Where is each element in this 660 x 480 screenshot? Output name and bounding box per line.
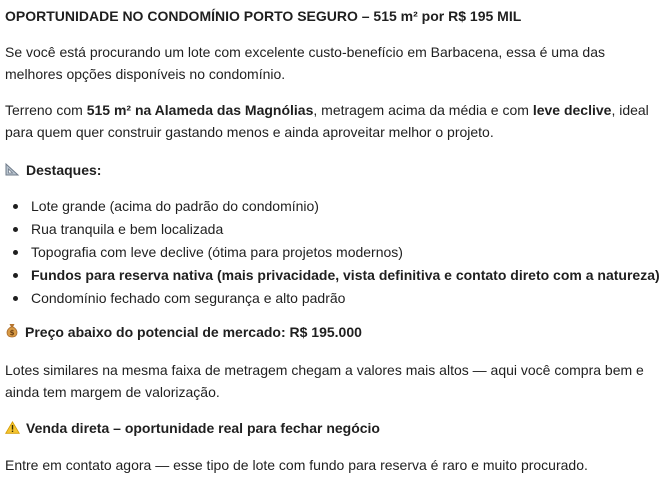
terreno-paragraph-line-2: para quem quer construir gastando menos e ainda aproveitar melhor o projeto. <box>5 124 494 140</box>
venda-heading: Venda direta – oportunidade real para fechar negócio <box>26 420 380 436</box>
preco-line-2: ainda tem margem de valorização. <box>5 384 220 400</box>
money-bag-icon <box>5 323 19 343</box>
intro-line-1: Se você está procurando um lote com excelente custo-benefício em Barbacena, essa é uma das <box>5 44 606 60</box>
intro-line-2: melhores opções disponíveis no condomínio. <box>5 66 286 82</box>
preco-line-1: Lotes similares na mesma faixa de metragem chegam a valores mais altos — aqui você compra bem e <box>5 362 644 378</box>
page-title: OPORTUNIDADE NO CONDOMÍNIO PORTO SEGURO – 515 m² por R$ 195 MIL <box>5 8 522 24</box>
terreno-prefix: Terreno com <box>5 102 87 118</box>
bullet-marker <box>13 204 18 209</box>
list-item: Rua tranquila e bem localizada <box>31 221 224 237</box>
list-item: Fundos para reserva nativa (mais privacidade, vista definitiva e contato direto com a natureza) <box>31 267 660 283</box>
venda-line-1: Entre em contato agora — esse tipo de lote com fundo para reserva é raro e muito procurado. <box>5 457 588 473</box>
terreno-suffix: , ideal <box>611 102 649 118</box>
bullet-marker <box>13 250 18 255</box>
list-item: Condomínio fechado com segurança e alto padrão <box>31 290 346 306</box>
destaques-heading: Destaques: <box>26 162 102 178</box>
bullet-marker <box>13 227 18 232</box>
bullet-marker <box>13 273 18 278</box>
terreno-slope-highlight: leve declive <box>532 102 612 118</box>
terreno-area-highlight: 515 m² na Alameda das Magnólias <box>86 102 314 118</box>
warning-icon <box>5 419 20 439</box>
list-item: Lote grande (acima do padrão do condomínio) <box>31 198 319 214</box>
bullet-marker <box>13 296 18 301</box>
preco-heading: Preço abaixo do potencial de mercado: R$ 195.000 <box>25 324 362 340</box>
destaques-heading-row <box>5 160 101 181</box>
terreno-paragraph-line-1 <box>5 100 649 120</box>
venda-heading-row <box>5 418 380 439</box>
list-item: Topografia com leve declive (ótima para projetos modernos) <box>31 244 403 260</box>
preco-heading-row <box>5 322 362 343</box>
svg-text:$: $ <box>9 329 15 338</box>
triangular-ruler-icon <box>5 161 20 181</box>
terreno-middle: , metragem acima da média e com <box>313 102 533 118</box>
